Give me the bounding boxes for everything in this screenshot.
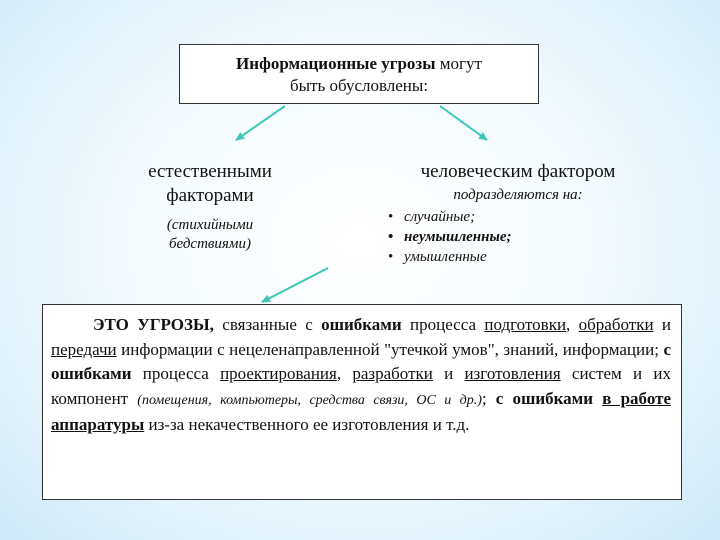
description-box <box>42 304 682 500</box>
text-span: , <box>336 364 353 383</box>
text-span: информации с нецеленаправленной "утечкой умов", знаний, информации; <box>116 339 664 359</box>
underlined-processing: обработки <box>578 315 654 334</box>
human-title: человеческим фактором <box>420 161 616 182</box>
text-span: связанные с <box>213 315 322 334</box>
threats-heading: ЭТО УГРОЗЫ, <box>93 315 214 334</box>
human-bullets <box>388 207 648 267</box>
text-span: систем и их компонент <box>51 364 671 408</box>
underlined-transfer: передачи <box>51 339 117 359</box>
natural-title-line2: факторами <box>166 185 254 206</box>
text-span: из-за некачественного ее изготовления и т.д. <box>144 415 470 434</box>
underlined-hardware: в работе аппаратуры <box>51 388 671 434</box>
italic-examples: (помещения, компьютеры, средства связи, ОС и др.) <box>137 392 482 408</box>
text-span: процесса <box>131 364 221 383</box>
bullet-item <box>388 227 648 247</box>
text-span: , <box>566 315 579 334</box>
bullet-icon: • <box>388 209 394 225</box>
natural-sub-line1: (стихийными <box>166 217 254 233</box>
top-box-bold: Информационные угрозы <box>236 54 436 73</box>
text-span: и <box>653 315 671 334</box>
errors-bold-3: с ошибками <box>495 388 594 408</box>
bullet-text: случайные; <box>404 209 476 225</box>
underlined-design: проектирования <box>220 364 337 383</box>
arrow-to-bottom <box>262 268 328 302</box>
errors-bold-2: с ошибками <box>51 339 671 383</box>
natural-sub-line2: бедствиями) <box>169 236 251 252</box>
arrow-to-natural <box>236 106 285 140</box>
description-text <box>51 313 671 438</box>
text-span <box>593 389 602 408</box>
text-span: процесса <box>401 315 485 334</box>
underlined-development: разработки <box>352 364 433 383</box>
bullet-text: неумышленные; <box>404 229 512 245</box>
bullet-icon: • <box>388 249 394 265</box>
underlined-preparation: подготовки <box>484 315 567 334</box>
top-box-rest: могут <box>435 54 482 73</box>
bullet-item <box>388 207 648 227</box>
top-box-line2: быть обусловлены: <box>289 76 429 95</box>
errors-bold: ошибками <box>321 315 402 334</box>
underlined-manufacturing: изготовления <box>464 364 561 383</box>
text-span: и <box>432 364 465 383</box>
bullet-item <box>388 247 648 267</box>
arrow-to-human <box>440 106 487 140</box>
human-sub: подразделяются на: <box>453 187 583 203</box>
bullet-icon: • <box>388 229 394 245</box>
text-span: ; <box>481 388 496 408</box>
natural-factors <box>120 160 300 254</box>
bullet-text: умышленные <box>404 249 487 265</box>
human-factor <box>388 160 648 267</box>
natural-title-line1: естественными <box>148 161 272 182</box>
